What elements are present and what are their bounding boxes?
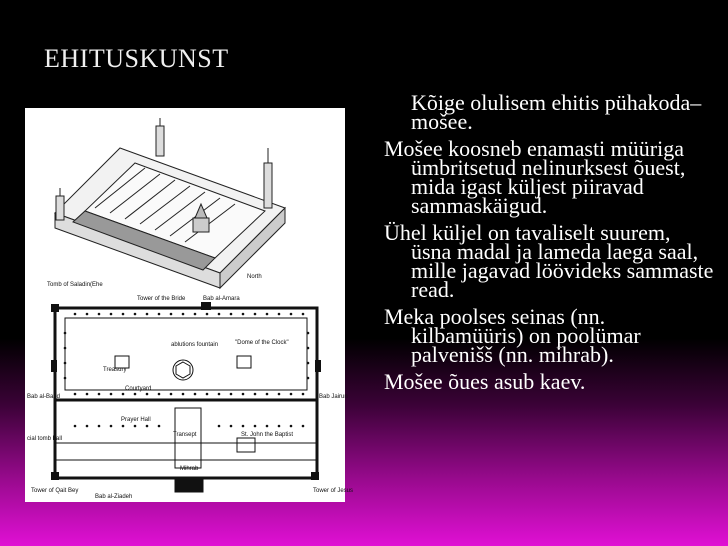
bullet-1: Kõige olulisem ehitis pühakoda– mošee. [411,90,702,134]
label-tower-qait-bey: Tower of Qait Bey [31,488,79,494]
label-st-john: St. John the Baptist [241,432,294,438]
label-bab-barid: Bab al-Barid [27,394,61,400]
label-tower-bride: Tower of the Bride [137,296,186,302]
label-mihrab: Mihrab [180,466,199,472]
label-tomb: Tomb of Saladin(Ehe [47,282,103,288]
slide-title: EHITUSKUNST [44,44,229,73]
label-left-side: cial tomb hall [27,436,63,442]
label-bab-ziadeh: Bab al-Ziadeh [95,494,133,500]
label-courtyard: Courtyard [125,386,152,392]
bullet-2: Mošee koosneb enamasti müüriga ümbritsetud nelinurksest õuest, mida igast küljest piiravad sammaskäigud. [384,136,686,218]
label-ablutions: ablutions fountain [171,342,219,348]
bullet-5: Mošee õues asub kaev. [384,369,586,394]
label-treasury: Treasury [103,367,127,373]
mosque-drawing [25,108,354,502]
label-bab-amara: Bab al-Amara [203,296,240,302]
label-prayer-hall: Prayer Hall [121,417,151,423]
bullet-4: Meka poolses seinas (nn. kilbamüüris) on poolümar palvenišš (nn. mihrab). [384,304,641,367]
mosque-plan-figure [25,108,354,502]
label-tower-jesus: Tower of Jesus [313,488,354,494]
label-dome-clock: "Dome of the Clock" [235,340,289,346]
bullet-3: Ühel küljel on tavaliselt suurem, üsna madal ja lameda laega saal, mille jagavad löövideks sammaste read. [384,220,714,302]
label-bab-jairun: Bab Jairun [319,394,348,400]
bullet-list [384,90,714,399]
north-label: North [247,274,262,280]
label-transept: Transept [173,432,197,438]
